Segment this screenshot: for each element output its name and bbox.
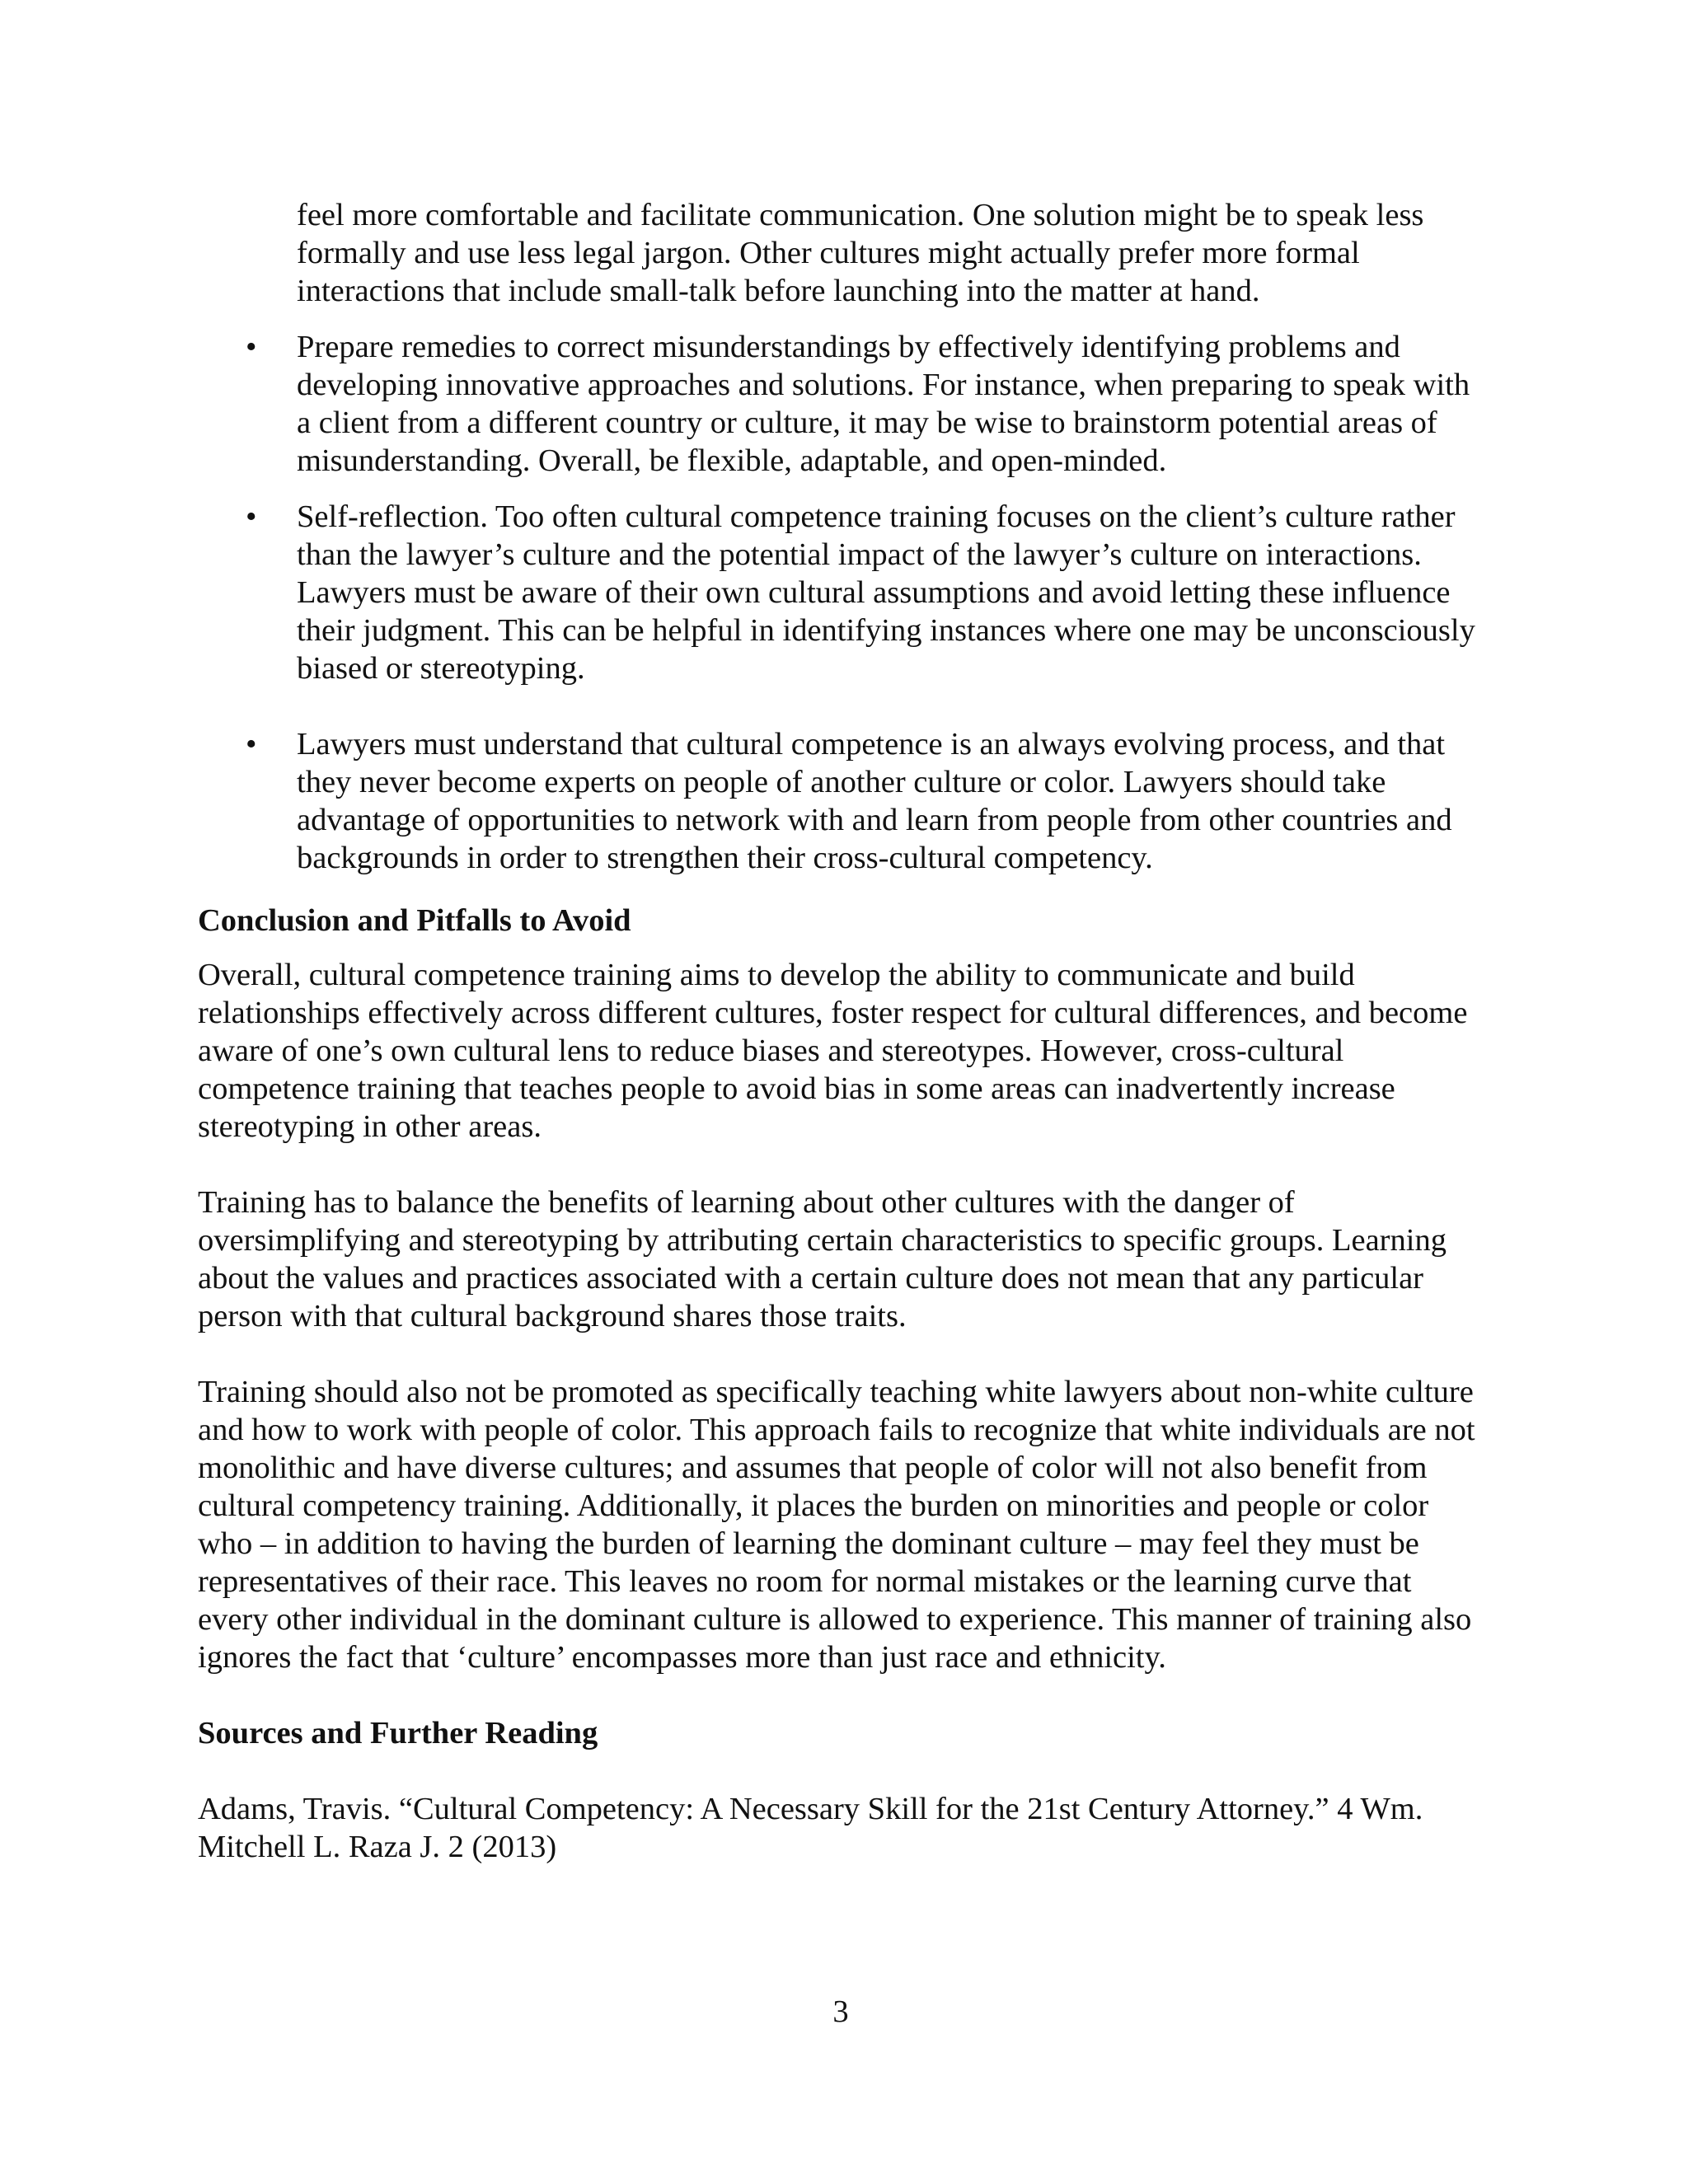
conclusion-paragraph: Training has to balance the benefits of learning about other cultures with the danger of oversimplifying and stereotyping by attributing certain characteristics to specific groups. Learning about the values and practices associated with a certain culture does not mean that any particular person with that cultural background shares those traits. bbox=[198, 1185, 1447, 1333]
citation-entry: Adams, Travis. “Cultural Competency: A Necessary Skill for the 21st Century Attorney.” 4 Wm. Mitchell L. Raza J. 2 (2013) bbox=[198, 1792, 1423, 1864]
conclusion-paragraph: Overall, cultural competence training aims to develop the ability to communicate and build relationships effectively across different cultures, foster respect for cultural differences, and become aware of one’s own cultural lens to reduce biases and stereotypes. However, cross-cultural competence training that teaches people to avoid bias in some areas can inadvertently increase stereotyping in other areas. bbox=[198, 958, 1468, 1144]
bullet-marker: • bbox=[246, 727, 257, 762]
bullet-text: Prepare remedies to correct misunderstandings by effectively identifying problems and developing innovative approaches and solutions. For instance, when preparing to speak with a client from a different country or culture, it may be wise to brainstorm potential areas of misunderstanding. Overall, be flexible, adaptable, and open-minded. bbox=[297, 330, 1470, 478]
bullet-text: Self-reflection. Too often cultural competence training focuses on the client’s culture rather than the lawyer’s culture and the potential impact of the lawyer’s culture on interactions. Lawyers must be aware of their own cultural assumptions and avoid letting these influence their judgment. This can be helpful in identifying instances where one may be unconsciously biased or stereotyping. bbox=[297, 499, 1475, 686]
bullet-item bbox=[198, 725, 1484, 877]
recommendations-bullet-list bbox=[198, 328, 1484, 877]
bullet-item bbox=[198, 498, 1484, 687]
sources-heading: Sources and Further Reading bbox=[198, 1716, 598, 1750]
conclusion-paragraph: Training should also not be promoted as specifically teaching white lawyers about non-white culture and how to work with people of color. This approach fails to recognize that white individuals are not monolithic and have diverse cultures; and assumes that people of color will not also benefit from cultural competency training. Additionally, it places the burden on minorities and people or color who – in addition to having the burden of learning the dominant culture – may feel they must be representatives of their race. This leaves no room for normal mistakes or the learning curve that every other individual in the dominant culture is allowed to experience. This manner of training also ignores the fact that ‘culture’ encompasses more than just race and ethnicity. bbox=[198, 1375, 1475, 1675]
continued-bullet-paragraph: feel more comfortable and facilitate communication. One solution might be to speak less formally and use less legal jargon. Other cultures might actually prefer more formal interactions that include small-talk before launching into the matter at hand. bbox=[297, 198, 1424, 308]
bullet-marker: • bbox=[246, 330, 257, 364]
page-content bbox=[198, 196, 1484, 1866]
bullet-text: Lawyers must understand that cultural competence is an always evolving process, and that they never become experts on people of another culture or color. Lawyers should take advantage of opportunities to network with and learn from people from other countries and backgrounds in order to strengthen their cross-cultural competency. bbox=[297, 727, 1452, 875]
bullet-marker: • bbox=[246, 499, 257, 534]
page-number: 3 bbox=[832, 1994, 849, 2029]
conclusion-heading: Conclusion and Pitfalls to Avoid bbox=[198, 903, 631, 938]
bullet-item bbox=[198, 328, 1484, 480]
